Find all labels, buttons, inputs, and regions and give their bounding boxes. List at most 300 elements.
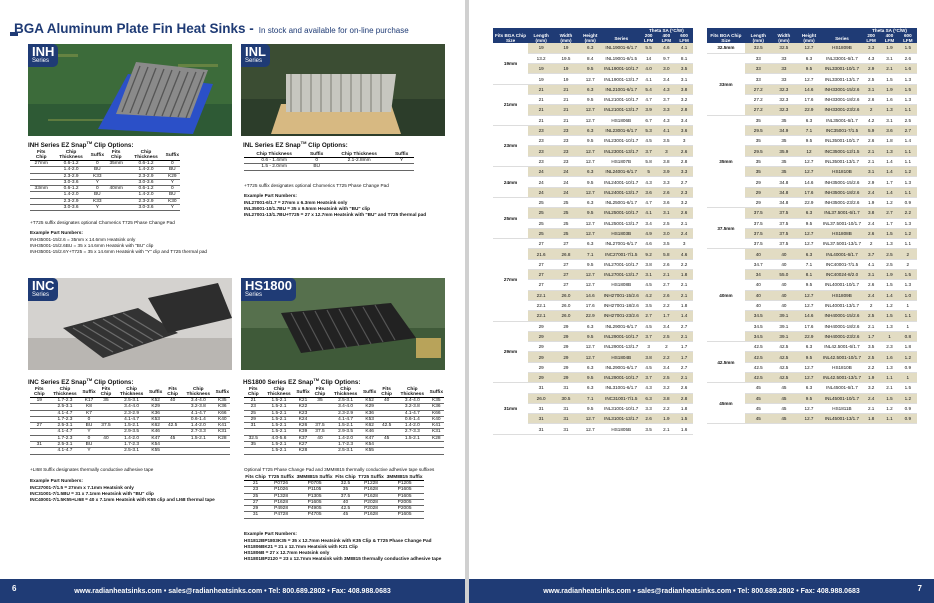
table-cell: 29 (244, 416, 263, 422)
table-cell: INL21001-6/1.7 (603, 84, 640, 94)
table-cell: 1.9 (880, 84, 898, 94)
table-cell: 12.7 (578, 187, 603, 197)
table-cell: 3.0 (657, 228, 675, 238)
table-cell: INL40001-6/1.7 (822, 249, 862, 259)
table-cell: 29 (554, 321, 578, 331)
table-cell: 34.8 (772, 187, 796, 197)
table-cell: 25 (528, 218, 554, 228)
table-row (244, 410, 444, 416)
table-row (493, 383, 693, 393)
table-cell: 35 (334, 487, 357, 493)
table-cell: 3 (640, 342, 658, 352)
table-cell: 8.4 (578, 53, 603, 63)
inl-clip-title (243, 140, 348, 149)
table-cell: 24 (528, 177, 554, 187)
table-cell: INL29001-10/1.7 (603, 331, 640, 341)
table-cell: HS1809B (822, 43, 862, 53)
chip-size-group: 37.5mm (707, 208, 745, 249)
table-cell: Y (389, 158, 414, 164)
table-row (493, 84, 693, 94)
table-cell: INL42.5001-13/1.7 (822, 373, 862, 383)
footer-text: www.radianheatsinks.com • sales@radianheatsinks.com • Tel: 800.689.2802 • Fax: 408.988.0683 (74, 587, 391, 595)
table-cell: 35 (745, 167, 772, 177)
chip-size-group: 33mm (707, 53, 745, 115)
table-cell: 0 (90, 161, 105, 167)
table-cell: 12.7 (796, 414, 822, 424)
table-cell: 1.3 (899, 218, 917, 228)
table-cell: 25 (528, 197, 554, 207)
table-cell: K62 (148, 423, 163, 429)
table-cell: 3.6 (640, 187, 658, 197)
table-cell: 2.6 (657, 259, 675, 269)
table-cell: 4.1-4.7 (49, 448, 82, 454)
table-cell: 21 (244, 481, 267, 487)
table-cell: 1.4 (899, 136, 917, 146)
table-cell: 42.5 (745, 373, 772, 383)
table-cell: 2.5 (657, 373, 675, 383)
table-cell: INL37.5001-13/1.7 (822, 239, 862, 249)
table-row (707, 249, 917, 259)
table-cell: HS1804B (603, 352, 640, 362)
table-cell: INH40001-23/2.6 (822, 331, 862, 341)
table-cell: 45 (377, 435, 396, 441)
table-cell: 29 (554, 342, 578, 352)
table-cell: 4.3 (657, 84, 675, 94)
table-cell: 1.7 (862, 331, 880, 341)
table-cell: 40 (377, 398, 396, 404)
left-page-number: 6 (12, 584, 17, 593)
table-cell: 33 (745, 53, 772, 63)
table-cell: 6.3 (578, 84, 603, 94)
table-cell: 2.5 (862, 311, 880, 321)
table-cell: 3.1 (862, 270, 880, 280)
table-cell: INL23001-6/1.7 (603, 125, 640, 135)
table-cell: 2.1 (675, 373, 693, 383)
header-row (30, 387, 230, 398)
table-cell: 22.9 (578, 311, 603, 321)
table-cell: 3.8 (862, 208, 880, 218)
table-cell: BU (90, 192, 105, 198)
table-cell: 33 (772, 53, 796, 63)
table-cell: K54 (362, 442, 377, 448)
table-cell: 1.3 (880, 146, 898, 156)
table-cell: 3.0-3.6 (52, 205, 89, 211)
table-cell: 0.9 (899, 414, 917, 424)
column-header: Fits Chip (97, 387, 116, 398)
chip-size-group: 42.5mm (707, 342, 745, 383)
table-cell: 1.4 (880, 156, 898, 166)
table-cell: 1.7-2.3 (115, 442, 148, 448)
column-header: Suffix (90, 150, 105, 161)
table-cell: 40 (745, 280, 772, 290)
hs1800-clip-table (244, 387, 444, 455)
table-cell: P0726 (267, 481, 295, 487)
table-cell: 37.5 (311, 423, 330, 429)
table-cell: 1.5-2.1 (263, 398, 296, 404)
table-body (493, 43, 693, 434)
table-cell: 3.3 (640, 403, 658, 413)
table-cell: 27 (528, 239, 554, 249)
inl-product-photo (241, 44, 445, 136)
table-cell: 9.5 (796, 136, 822, 146)
table-cell: 1.2 (899, 228, 917, 238)
table-cell: 34.5 (745, 331, 772, 341)
table-row (707, 208, 917, 218)
chip-size-group: 32.5mm (707, 43, 745, 53)
table-cell: 2.2 (657, 403, 675, 413)
table-cell: P4728 (267, 512, 295, 518)
table-cell: 12.7 (796, 228, 822, 238)
table-cell: 2.1 (862, 156, 880, 166)
table-cell: 37.5 (311, 429, 330, 435)
table-cell: 37.5 (97, 423, 116, 429)
column-header: 3MM8815 Suffix (386, 475, 423, 480)
table-cell: 17.6 (796, 94, 822, 104)
table-cell: 5.4 (640, 84, 658, 94)
table-cell: 1.3 (899, 94, 917, 104)
table-cell: 3.7 (640, 146, 658, 156)
table-cell: 21 (528, 84, 554, 94)
column-header: Chip Thickness (127, 150, 164, 161)
table-cell: 3.5 (640, 300, 658, 310)
table-cell: 6.3 (578, 197, 603, 207)
table-cell: 14.6 (578, 290, 603, 300)
table-cell: 6.3 (640, 393, 658, 403)
table-cell: 0.9 (899, 362, 917, 372)
table-cell: 1.5 (675, 414, 693, 424)
table-cell: 6.3 (796, 249, 822, 259)
table-cell: 27.2 (745, 84, 772, 94)
inc-clip-table (30, 387, 230, 455)
table-cell: 37.5 (772, 239, 796, 249)
table-cell: 3.4 (675, 115, 693, 125)
table-cell: 3.4-4.0 (396, 398, 429, 404)
table-cell: 2.5-3.1 (329, 448, 362, 454)
table-cell: 12.7 (796, 43, 822, 53)
table-cell: 32.3 (772, 84, 796, 94)
table-cell: 27 (30, 423, 49, 429)
table-cell: 1.6 (880, 352, 898, 362)
chip-size-group: 35mm (707, 115, 745, 208)
table-cell: Y (81, 448, 96, 454)
table-cell: 12.7 (796, 362, 822, 372)
table-cell: 2 (899, 259, 917, 269)
table-cell: K35 (215, 398, 230, 404)
table-cell: 34.9 (772, 125, 796, 135)
table-cell: 2.3 (675, 187, 693, 197)
table-cell: 45 (745, 414, 772, 424)
column-header: Height (mm) (796, 33, 822, 43)
table-cell: 6.3 (796, 115, 822, 125)
table-cell (429, 448, 444, 454)
table-cell: 12.7 (578, 105, 603, 115)
table-cell: 3.4-4.0 (115, 404, 148, 410)
table-row (30, 448, 230, 454)
table-cell: 1.1 (899, 187, 917, 197)
example-part-number: INC27001-7/1.5 = 27mm x 7.1mm Heatsink only (30, 485, 134, 490)
table-cell: 40mm (105, 186, 127, 192)
table-cell: 37.5 (745, 218, 772, 228)
table-cell: 1 (899, 300, 917, 310)
table-cell: 19 (528, 43, 554, 53)
table-cell: K36 (429, 404, 444, 410)
table-cell: 35mm (105, 161, 127, 167)
table-cell: INL23001-10/1.7 (603, 136, 640, 146)
table-cell: HS1805B (603, 424, 640, 434)
table-cell: 2.1-2.8mm (329, 158, 389, 164)
clip-title-suffix: Clip Options: (93, 142, 134, 150)
table-cell: 24 (554, 177, 578, 187)
table-cell: 45 (163, 435, 182, 441)
table-cell: 2.1 (675, 331, 693, 341)
table-cell: 27.2 (745, 94, 772, 104)
table-cell: 25 (244, 493, 267, 499)
table-cell: 2.3-2.9 (127, 198, 164, 204)
table-cell: 4.0-5.6 (263, 435, 296, 441)
chip-size-group: 21mm (493, 84, 528, 125)
table-cell: 3.2 (675, 197, 693, 207)
column-header: 200 LFM (862, 33, 880, 43)
table-cell: 34.7 (745, 259, 772, 269)
table-cell: INL31001-13/1.7 (603, 414, 640, 424)
table-cell: P1228 (357, 481, 385, 487)
table-cell: INH27001-18/2.6 (603, 300, 640, 310)
chip-size-group: 40mm (707, 249, 745, 342)
table-cell: 35 (244, 442, 263, 448)
table-cell: 3.7 (862, 249, 880, 259)
table-cell: 2.4 (675, 228, 693, 238)
hs1800-examples-title (244, 531, 297, 537)
table-cell: 1.4-2.0 (52, 192, 89, 198)
table-cell: 6.3 (578, 125, 603, 135)
table-cell: 1.2 (880, 300, 898, 310)
table-cell: 19 (528, 64, 554, 74)
table-cell: K62 (362, 423, 377, 429)
table-head (707, 28, 917, 43)
table-cell: 2.1 (862, 403, 880, 413)
table-cell: 33mm (30, 186, 52, 192)
table-cell: 3.8 (640, 259, 658, 269)
column-header: Chip Thickness (396, 387, 429, 398)
table-cell: 19 (528, 74, 554, 84)
table-cell: Y (90, 205, 105, 211)
table-cell: 45 (772, 393, 796, 403)
table-cell: 23 (554, 125, 578, 135)
table-cell: 2.7 (675, 177, 693, 187)
table-cell: 4.1 (640, 208, 658, 218)
table-cell: 1.8 (862, 414, 880, 424)
table-cell: 2.5 (862, 74, 880, 84)
column-header: T725 Suffix (358, 475, 384, 480)
table-cell: Y (165, 205, 180, 211)
clip-title-suffix: Clip Options: (93, 379, 134, 387)
table-cell: INL19001-13/1.7 (603, 74, 640, 84)
table-cell: 2.4 (862, 393, 880, 403)
table-cell: 31 (244, 423, 263, 429)
table-cell: 21 (554, 105, 578, 115)
table-cell: HS1808B (822, 228, 862, 238)
table-cell: 29.5 (745, 146, 772, 156)
theta-label: Theta SA (°C/W) (640, 28, 693, 33)
table-cell: 3.3 (862, 43, 880, 53)
table-cell: INL29001-6/1.7 (603, 362, 640, 372)
table-cell: 42.5 (163, 423, 182, 429)
clip-title-text: INL Series EZ Snap (243, 142, 301, 150)
table-cell: 12.7 (796, 74, 822, 84)
table-cell: 2 (657, 342, 675, 352)
example-part-number: HS1806BK21 = 21 x 12.7mm Heatsink with K21 Clip (244, 544, 358, 549)
column-header: Suffix (389, 152, 414, 158)
table-cell: 14.6 (796, 177, 822, 187)
table-cell: BU (81, 423, 96, 429)
table-cell: 40 (97, 435, 116, 441)
table-cell: K33 (90, 173, 105, 179)
table-cell: HS1807B (603, 156, 640, 166)
table-cell: 12.7 (796, 156, 822, 166)
table-cell: INC35001-7/1.5 (822, 125, 862, 135)
table-cell: 3.2-3.8 (182, 404, 215, 410)
table-cell: 4.6 (657, 43, 675, 53)
column-header: 3MM8815 Suffix (296, 475, 333, 480)
table-cell: 2.5 (657, 218, 675, 228)
table-cell: 4.1 (675, 43, 693, 53)
table-cell: 2.6 (675, 383, 693, 393)
table-cell: 2.7 (675, 321, 693, 331)
table-cell: 4.1 (862, 259, 880, 269)
table-cell: INL45001-6/1.7 (822, 383, 862, 393)
table-cell: INL35001-6/1.7 (822, 115, 862, 125)
table-cell: 1.7 (880, 218, 898, 228)
table-cell: 1.5 (899, 43, 917, 53)
thermal-table-1 (493, 28, 693, 435)
table-cell: 2.6 (862, 280, 880, 290)
table-cell: 0.6 - 1.4mm (244, 158, 304, 164)
chip-size-group: 25mm (493, 197, 528, 238)
table-cell: 3.1 (880, 53, 898, 63)
table-row (707, 115, 917, 125)
table-cell: 1.9 (880, 43, 898, 53)
table-row (493, 167, 693, 177)
table-cell: 40 (772, 280, 796, 290)
table-cell: BU (165, 192, 180, 198)
table-cell: 3.1 (880, 115, 898, 125)
table-cell: INL23001-13/1.7 (603, 146, 640, 156)
table-cell: 3.1 (862, 84, 880, 94)
table-cell: 2.1 (657, 270, 675, 280)
table-cell: 17.6 (796, 321, 822, 331)
table-cell: 12.7 (578, 414, 603, 424)
table-cell: 23 (528, 125, 554, 135)
table-cell: 42.5 (377, 423, 396, 429)
table-cell: 1.1 (899, 156, 917, 166)
table-cell: 33 (772, 74, 796, 84)
table-cell: 2.1 (880, 383, 898, 393)
inc-product-photo (28, 278, 232, 370)
table-cell: 19 (554, 64, 578, 74)
table-cell: 1 (880, 331, 898, 341)
table-cell: 9.2 (640, 249, 658, 259)
table-row (244, 416, 444, 422)
table-cell: 2.7 (657, 280, 675, 290)
table-row (244, 164, 414, 170)
table-cell: INL45001-13/1.7 (822, 414, 862, 424)
table-cell: 2.7 (880, 208, 898, 218)
table-cell: 12.7 (578, 115, 603, 125)
table-cell: 21.6 (528, 249, 554, 259)
table-cell: 34 (745, 270, 772, 280)
table-cell: 3 (675, 136, 693, 146)
table-cell: INL21001-13/1.7 (603, 105, 640, 115)
table-cell: Y (165, 179, 180, 185)
chip-size-group: 19mm (493, 43, 528, 84)
table-cell: BU (304, 164, 329, 170)
table-cell: 29 (554, 362, 578, 372)
clip-title-text: INC Series EZ Snap (28, 379, 87, 387)
table-cell: INL27001-13/1.7 (603, 270, 640, 280)
table-cell: P1605 (385, 512, 424, 518)
table-cell: 27 (528, 259, 554, 269)
table-cell: 21 (554, 84, 578, 94)
table-cell: 19 (554, 74, 578, 84)
table-row (244, 512, 424, 518)
tm-mark: TM (86, 140, 93, 145)
table-cell: K23 (295, 410, 310, 416)
table-cell: 12.7 (578, 280, 603, 290)
table-cell: 1.9 (880, 270, 898, 280)
table-cell: P4905 (295, 506, 334, 512)
column-header: 600 LFM (675, 33, 693, 43)
table-cell: 9.5 (578, 208, 603, 218)
table-cell: 23 (554, 156, 578, 166)
table-row (493, 43, 693, 53)
table-cell: 2.8 (675, 393, 693, 403)
table-cell: 1.5 (880, 393, 898, 403)
table-cell: K33 (90, 198, 105, 204)
example-part-number: INH35001-15/2.6BU = 35 x 14.6mm Heatsink with "BU" clip (30, 243, 154, 248)
table-cell: K41 (429, 423, 444, 429)
table-cell: 1.1 (899, 146, 917, 156)
table-cell: 26.0 (554, 311, 578, 321)
column-header: Chip Thickness (329, 152, 389, 158)
table-cell: INL19001-8/1.5 (603, 53, 640, 63)
table-cell: 35 (311, 398, 330, 404)
table-cell: 5.8 (657, 249, 675, 259)
table-cell: 2.6 (899, 53, 917, 63)
table-cell: K66 (215, 410, 230, 416)
table-cell: K36 (362, 410, 377, 416)
table-cell: 42.5 (745, 352, 772, 362)
table-cell: INL37.5001-10/1.7 (822, 218, 862, 228)
table-cell: 2.5 (899, 115, 917, 125)
table-cell: K46 (362, 429, 377, 435)
table-body (707, 43, 917, 424)
chip-size-group: 27mm (493, 239, 528, 321)
table-cell: 1.5 (899, 383, 917, 393)
table-cell: 1.7 (675, 352, 693, 362)
table-cell: 5.8 (640, 156, 658, 166)
table-cell: 19 (554, 43, 578, 53)
table-cell: 3.6 (657, 197, 675, 207)
table-row (493, 239, 693, 249)
thermal-table-2 (707, 28, 917, 424)
table-cell: 1.3 (880, 362, 898, 372)
table-cell: 40 (163, 398, 182, 404)
table-cell: 6.3 (578, 362, 603, 372)
table-cell: 22.1 (528, 290, 554, 300)
table-cell: 3 (675, 239, 693, 249)
table-cell: 29 (554, 352, 578, 362)
table-cell: INL42.5001-10/1.7 (822, 352, 862, 362)
